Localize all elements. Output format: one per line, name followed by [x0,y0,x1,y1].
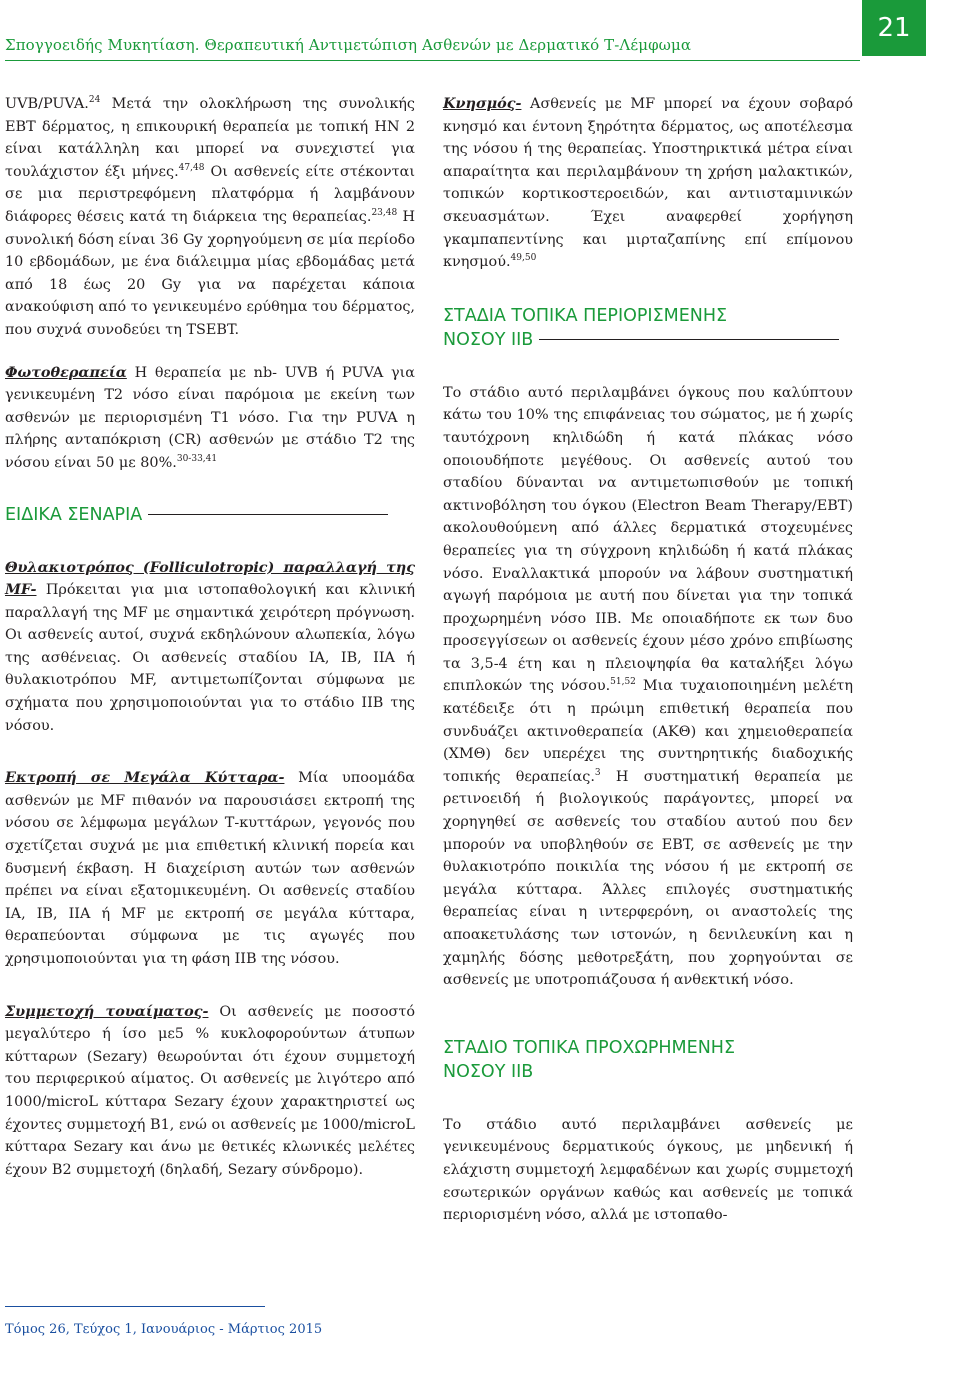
term-blood-involvement: Συμμετοχή τουαίματος- [5,1002,209,1020]
citation: 47,48 [178,162,205,173]
paragraph-folliculotropic [5,557,415,738]
citation: 51,52 [610,677,636,688]
text: UVB/PUVA. [5,96,89,112]
citation: 3 [594,767,601,778]
heading-text: ΕΙΔΙΚΑ ΣΕΝΑΡΙΑ [5,504,143,525]
right-column [443,93,853,1227]
heading-text: ΝΟΣΟΥ IIB [443,1061,534,1082]
text: Μετά την ολοκλήρωση της συνολικής EBT δέρματος, η επικουρική θεραπεία με τοπική HN 2 είναι κατάλληλη και μπορεί να συνεχιστεί για τουλάχιστον έξι μήνες. [5,96,415,180]
paragraph-blood-involvement [5,1001,415,1182]
citation: 49,50 [510,253,537,264]
footer-issue-info: Τόμος 26, Τεύχος 1, Ιανουάριος - Μάρτιος 2015 [5,1322,323,1337]
text: Η συστηματική θεραπεία με ρετινοειδή ή βιολογικούς παράγοντες, μπορεί να χορηγηθεί σε ασθενείς του σταδίου αυτού που δεν μπορούν να υποβληθούν σε EBT, σε ασθενείς με την θυλακιοτρόπο ποικιλία της νόσου ή με εκτροπή σε μεγάλα κύτταρα. Άλλες επιλογές συστηματικής θεραπείας είναι η ιντερφερόνη, οι αναστολείς της αποακετυλάσης των ιστονών, η δενιλευκίνη και η χαμηλής δόσης μεθοτρεξάτη, που χορηγούνται σε ασθενείς με υποτροπιάζουσα ή ανθεκτική νόσο. [443,768,853,989]
citation: 30-33,41 [176,453,218,464]
running-title: Σπογγοειδής Μυκητίαση. Θεραπευτική Αντιμετώπιση Ασθενών με Δερματικό Τ-Λέμφωμα [5,36,692,54]
paragraph-large-cell [5,767,415,970]
heading-text: ΣΤΑΔΙΟ ΤΟΠΙΚΑ ΠΡΟΧΩΡΗΜΕΝΗΣ [443,1037,736,1058]
term-large-cell: Εκτροπή σε Μεγάλα Κύτταρα- [5,769,285,787]
text: Το στάδιο αυτό περιλαμβάνει όγκους που καλύπτουν κάτω του 10% της επιφάνειας του σώματος, με ή χωρίς ταυτόχρονη κηλιδώδη ή κατά πλάκας νόσο οποιουδήποτε μεγέθους. Οι ασθενείς αυτού του σταδίου δύνανται να αντιμετωπισθούν με τοπική ακτινοβόληση του όγκου (Electron Beam Therapy/EBT) ακολουθούμενη από άλλες δερματικά στοχευμένες θεραπείες για τη σύγχρονη κηλιδώδη ή κατά πλάκας νόσο. Εναλλακτικά μπορούν να λάβουν συστηματική αγωγή παρόμοια με αυτή που δίνεται για την τοπικά προχωρημένη νόσο IIB. Με οποιαδήποτε εκ των δυο προσεγγίσεων οι ασθενείς έχουν μέσο χρόνο επιβίωσης τα 3,5-4 έτη και η πλειοψηφία θα καταλήξει λόγω επιπλοκών της νόσου. [443,384,853,695]
footer-rule [5,1306,265,1307]
text: Το στάδιο αυτό περιλαμβάνει ασθενείς με γενικευμένους δερματικούς όγκους, με μηδενική ή ελάχιστη συμμετοχή λεμφαδένων και χωρίς συμμετοχή εσωτερικών οργάνων καθώς και ασθενείς με τοπικά περιορισμένη νόσο, αλλά με ιστοπαθο- [443,1116,853,1224]
term-pruritus: Κνησμός- [443,95,522,112]
section-heading-special-scenarios [5,503,415,527]
text: Οι ασθενείς είτε στέκονται σε μια περιστρεφόμενη πλατφόρμα ή λαμβάνουν διάφορες θέσεις κατά τη διάρκεια της θεραπείας. [5,163,415,225]
section-heading-advanced-iib [443,1036,853,1084]
text: Ασθενείς με MF μπορεί να έχουν σοβαρό κνησμό και έντονη ξηρότητα δέρματος, ως αποτέλεσμα της νόσου ή της θεραπείας. Υποστηρικτικά μέτρα είναι απαραίτητα και περιλαμβάνουν τη χρήση μαλακτικών, τοπικών κορτικοστεροειδών, και αντιισταμινικών σκευασμάτων. Έχει αναφερθεί χορήγηση γκαμπαπεντίνης και μιρταζαπίνης επί επίμονου κνησμού. [443,96,853,271]
paragraph-phototherapy [5,362,415,475]
heading-text: ΣΤΑΔΙΑ ΤΟΠΙΚΑ ΠΕΡΙΟΡΙΣΜΕΝΗΣ [443,305,728,326]
text: Μια τυχαιοποιημένη μελέτη κατέδειξε ότι η πρώιμη επιθετική θεραπεία που συνδυάζει ακτινοθεραπεία (AKΘ) και χημειοθεραπεία (XMΘ) δεν υπερέχει της συντηρητικής διαδοχικής τοπικής θεραπείας. [443,678,853,785]
text: Μία υποομάδα ασθενών με MF πιθανόν να παρουσιάσει εκτροπή της νόσου σε λέμφωμα μεγάλων Τ-κυττάρων, γεγονός που σχετίζεται συχνά με μια επιθετική κλινική πορεία και δυσμενή έκβαση. Η διαχείριση αυτών των ασθενών πρέπει να είναι εξατομικευμένη. Οι ασθενείς σταδίου IA, IB, IIA ή MF με εκτροπή σε μεγάλα κύτταρα, θεραπεύονται σύμφωνα με τις αγωγές που χρησιμοποιούνται για τη φάση IIB της νόσου. [5,770,415,967]
left-column [5,93,415,1181]
paragraph-stage-limited [443,382,853,992]
header-rule [5,60,860,61]
text: Η συνολική δόση είναι 36 Gy χορηγούμενη σε μία περίοδο 10 εβδομάδων, με ένα διάλειμμα μίας εβδομάδας μετά από 18 έως 20 Gy για να παρέχεται κάποια ανακούφιση από το γενικευμένο ερύθημα του δέρματος, που συχνά συνοδεύει τη TSEBT. [5,208,415,338]
page-number: 21 [862,0,926,56]
citation: 24 [88,95,101,105]
paragraph-pruritus [443,93,853,274]
paragraph-tsebt [5,93,415,342]
text: Πρόκειται για μια ιστοπαθολογική και κλινική παραλλαγή της MF με σημαντικά χειρότερη πρόγνωση. Οι ασθενείς αυτοί, συχνά εκδηλώνουν αλωπεκία, λόγω της ασθένειας. Οι ασθενείς σταδίου IA, IB, IIA ή θυλακιοτρόπου MF, αντιμετωπίζονται σύμφωνα με σχήματα που χρησιμοποιούνται για το στάδιο IIB της νόσου. [5,582,415,734]
citation: 23,48 [371,207,398,218]
paragraph-stage-advanced [443,1114,853,1227]
heading-text: ΝΟΣΟΥ IIB [443,329,534,350]
heading-rule [148,514,388,515]
text: Η θεραπεία με nb- UVB ή PUVA για γενικευμένη T2 νόσο είναι παρόμοια με εκείνη των ασθενών με περιορισμένη T1 νόσο. Για την PUVA η πλήρης ανταπόκριση (CR) ασθενών με στάδιο T2 της νόσου είναι 50 με 80%. [5,364,415,471]
term-folliculotropic: Θυλακιοτρόπος (Folliculotropic) παραλλαγή της MF- [5,558,415,599]
heading-rule [539,339,839,340]
section-heading-limited-iib [443,304,853,352]
term-phototherapy: Φωτοθεραπεία [5,363,127,381]
text: Οι ασθενείς με ποσοστό μεγαλύτερο ή ίσο με5 % κυκλοφορούντων άτυπων κύτταρων (Sezary) θεωρούνται ότι έχουν συμμετοχή του περιφερικού αίματος. Οι ασθενείς με λιγότερο από 1000/microL κύτταρα Sezary έχουν χαρακτηριστεί ως έχοντες συμμετοχή B1, ενώ οι ασθενείς με 1000/microL κύτταρα Sezary και άνω με θετικές κλωνικές μελέτες έχουν B2 συμμετοχή (δηλαδή, Sezary σύνδρομο). [5,1003,416,1178]
